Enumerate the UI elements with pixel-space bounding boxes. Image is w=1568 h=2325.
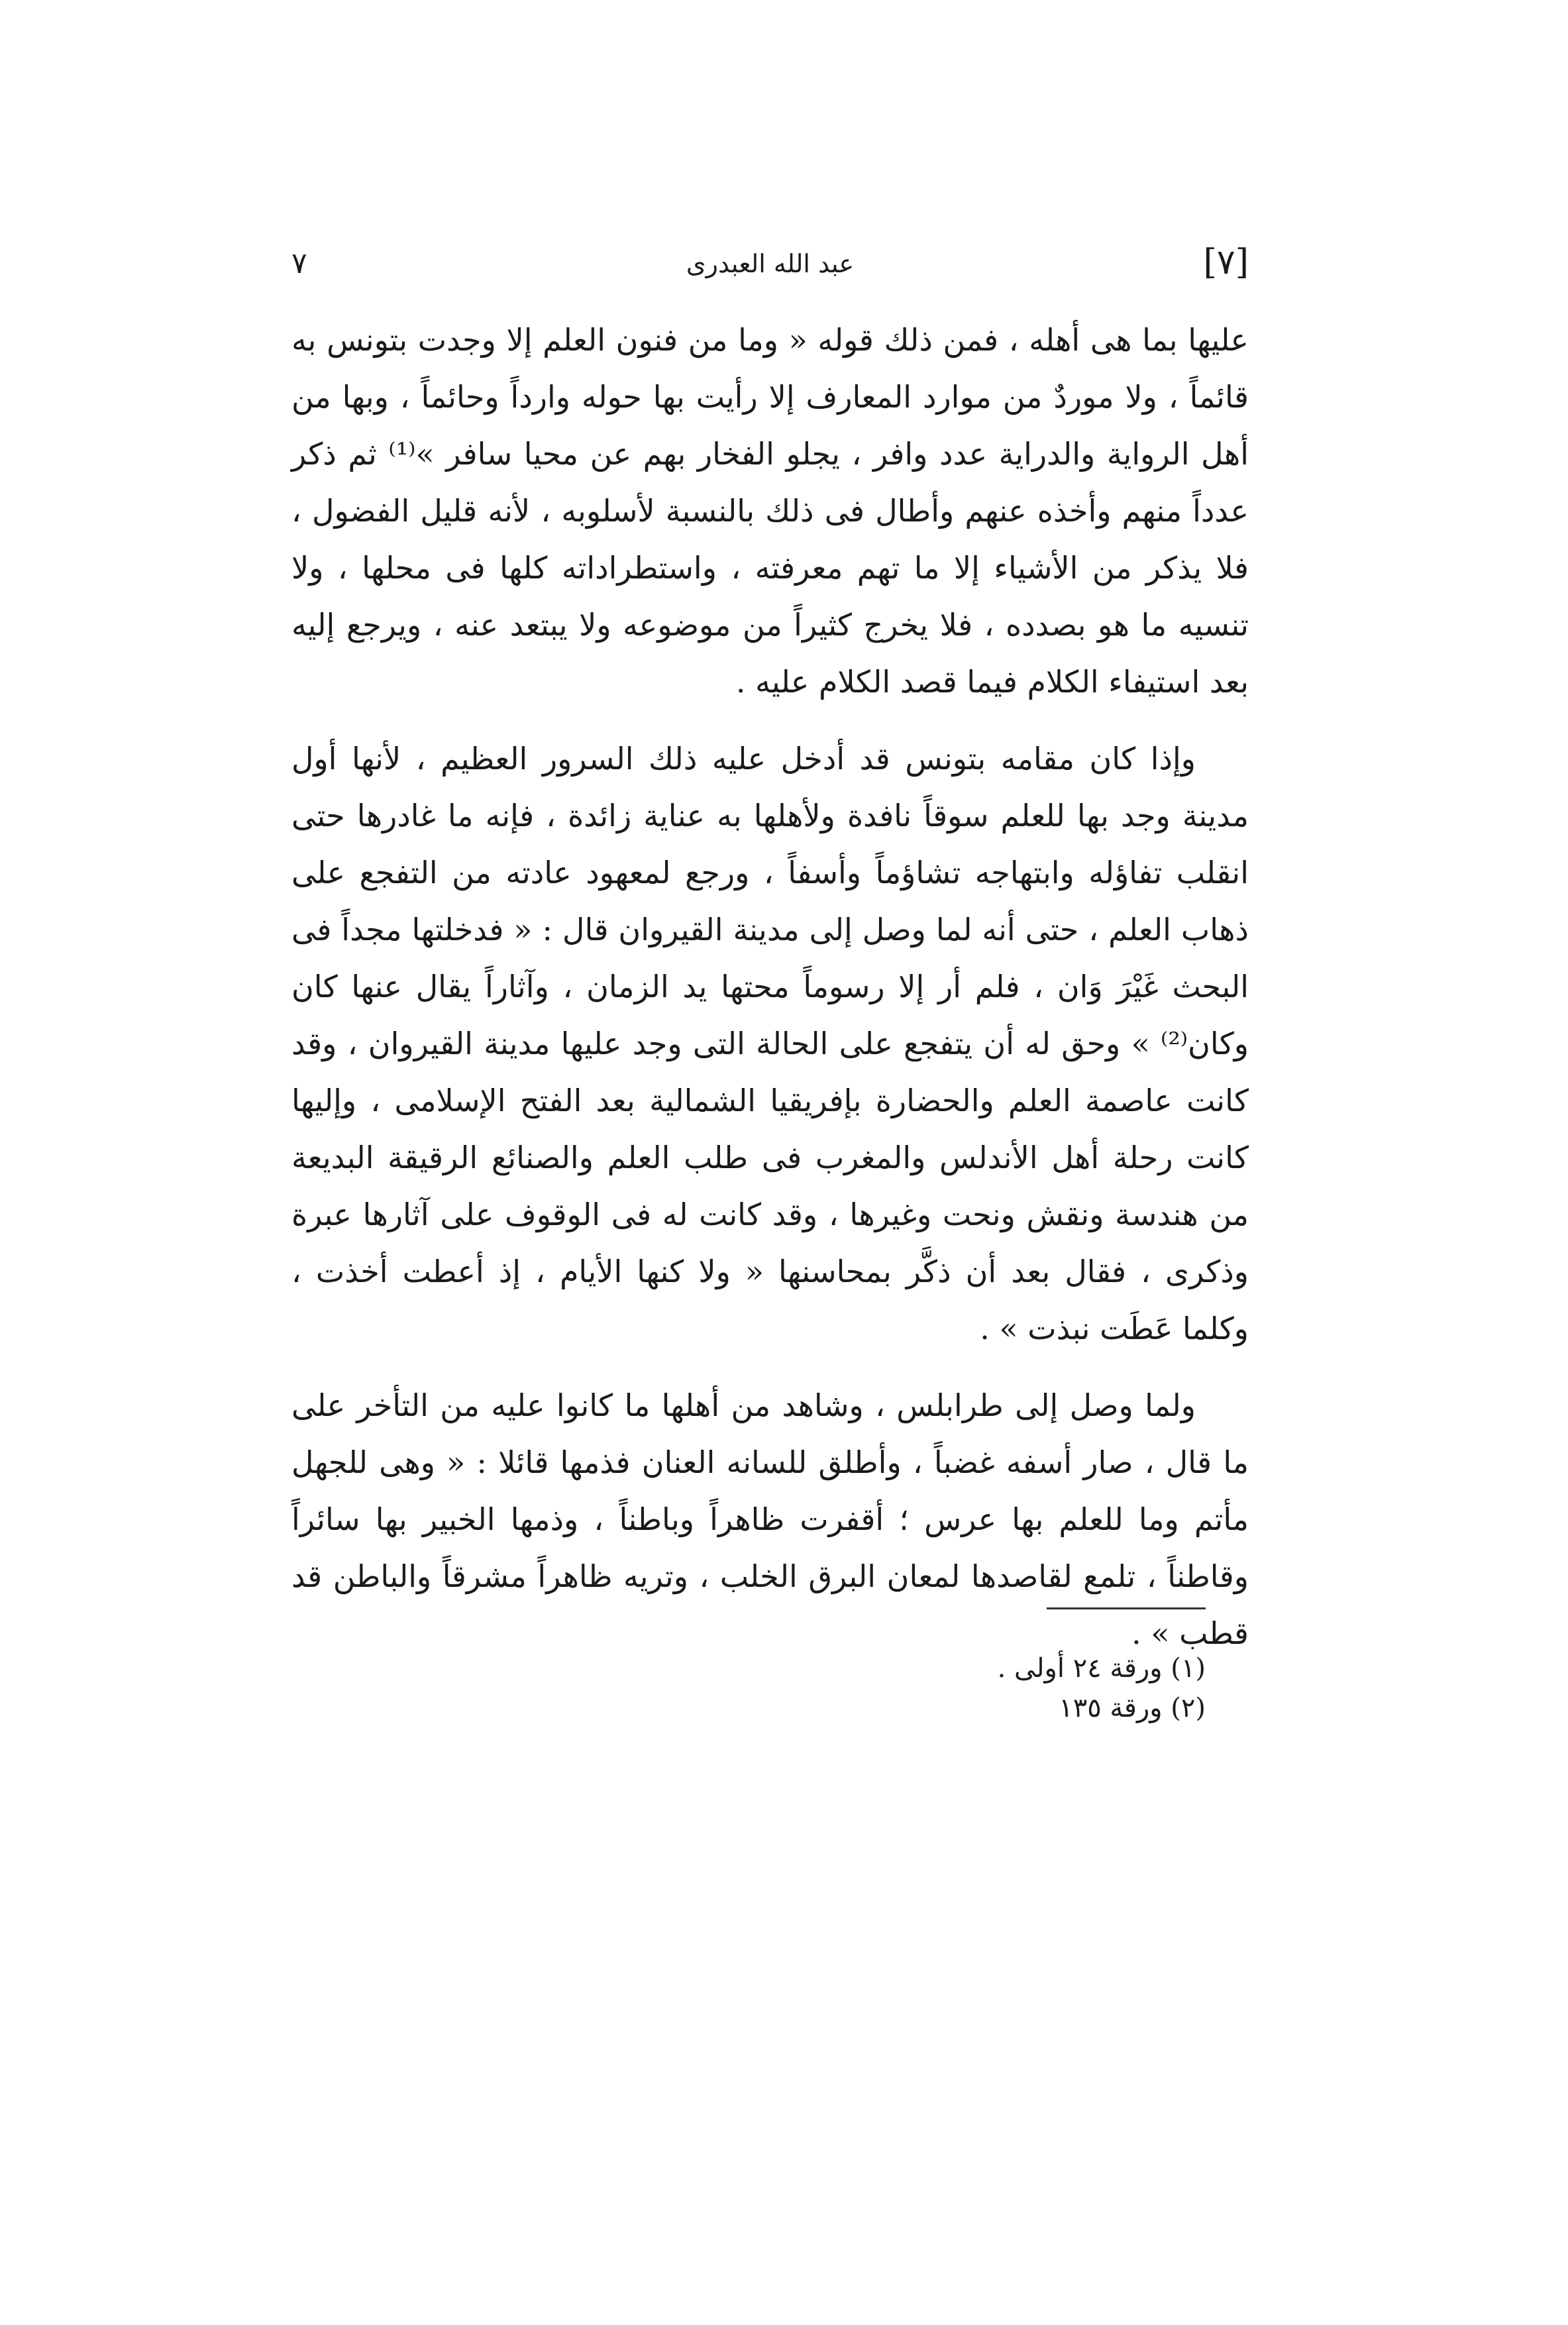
footnote-1: (١) ورقة ٢٤ أولى . <box>997 1653 1206 1684</box>
bracketed-page-number: [٧] <box>1203 243 1249 282</box>
paragraph-3: ولما وصل إلى طرابلس ، وشاهد من أهلها ما كانوا عليه من التأخر على ما قال ، صار أسفه غضباً ، وأطلق للسانه العنان فذمها قائلا : « وهى للجهل مأتم وما للعلم بها عرس ؛ أقفرت ظاهراً وباطناً ، وذمها الخبير بها سائراً وقاطناً ، تلمع لقاصدها لمعان البرق الخلب ، وتريه ظاهراً مشرقاً والباطن قد قطب » . <box>291 1387 1249 1651</box>
page-number: ٧ <box>291 246 307 280</box>
main-text <box>291 311 1249 1682</box>
running-title: عبد الله العبدرى <box>686 249 855 278</box>
paragraph-2: وإذا كان مقامه بتونس قد أدخل عليه ذلك السرور العظيم ، لأنها أول مدينة وجد بها للعلم سوقاً نافدة ولأهلها به عناية زائدة ، فإنه ما غادرها حتى انقلب تفاؤله وابتهاجه تشاؤماً وأسفاً ، ورجع لمعهود عادته من التفجع على ذهاب العلم ، حتى أنه لما وصل إلى مدينة القيروان قال : « فدخلتها مجداً فى البحث غَيْرَ وَان ، فلم أر إلا رسوماً محتها يد الزمان ، وآثاراً يقال عنها كان وكان⁽²⁾ » وحق له أن يتفجع على الحالة التى وجد عليها مدينة القيروان ، وقد كانت عاصمة العلم والحضارة بإفريقيا الشمالية بعد الفتح الإسلامى ، وإليها كانت رحلة أهل الأندلس والمغرب فى طلب العلم والصنائع الرقيقة البديعة من هندسة ونقش ونحت وغيرها ، وقد كانت له فى الوقوف على آثارها عبرة وذكرى ، فقال بعد أن ذكَّر بمحاسنها « ولا كنها الأيام ، إذ أعطت أخذت ، وكلما عَطَت نبذت » . <box>291 741 1249 1346</box>
footnote-divider <box>1047 1607 1206 1609</box>
running-header <box>291 240 1249 293</box>
paragraph-1: عليها بما هى أهله ، فمن ذلك قوله « وما من فنون العلم إلا وجدت بتونس به قائماً ، ولا موردٌ من موارد المعارف إلا رأيت بها حوله وارداً وحائماً ، وبها من أهل الرواية والدراية عدد وافر ، يجلو الفخار بهم عن محيا سافر »⁽¹⁾ ثم ذكر عدداً منهم وأخذه عنهم وأطال فى ذلك بالنسبة لأسلوبه ، لأنه قليل الفضول ، فلا يذكر من الأشياء إلا ما تهم معرفته ، واستطراداته كلها فى محلها ، ولا تنسيه ما هو بصدده ، فلا يخرج كثيراً من موضوعه ولا يبتعد عنه ، ويرجع إليه بعد استيفاء الكلام فيما قصد الكلام عليه . <box>291 322 1249 700</box>
footnote-2: (٢) ورقة ١٣٥ <box>1059 1693 1206 1723</box>
footnotes <box>729 1649 1206 1728</box>
